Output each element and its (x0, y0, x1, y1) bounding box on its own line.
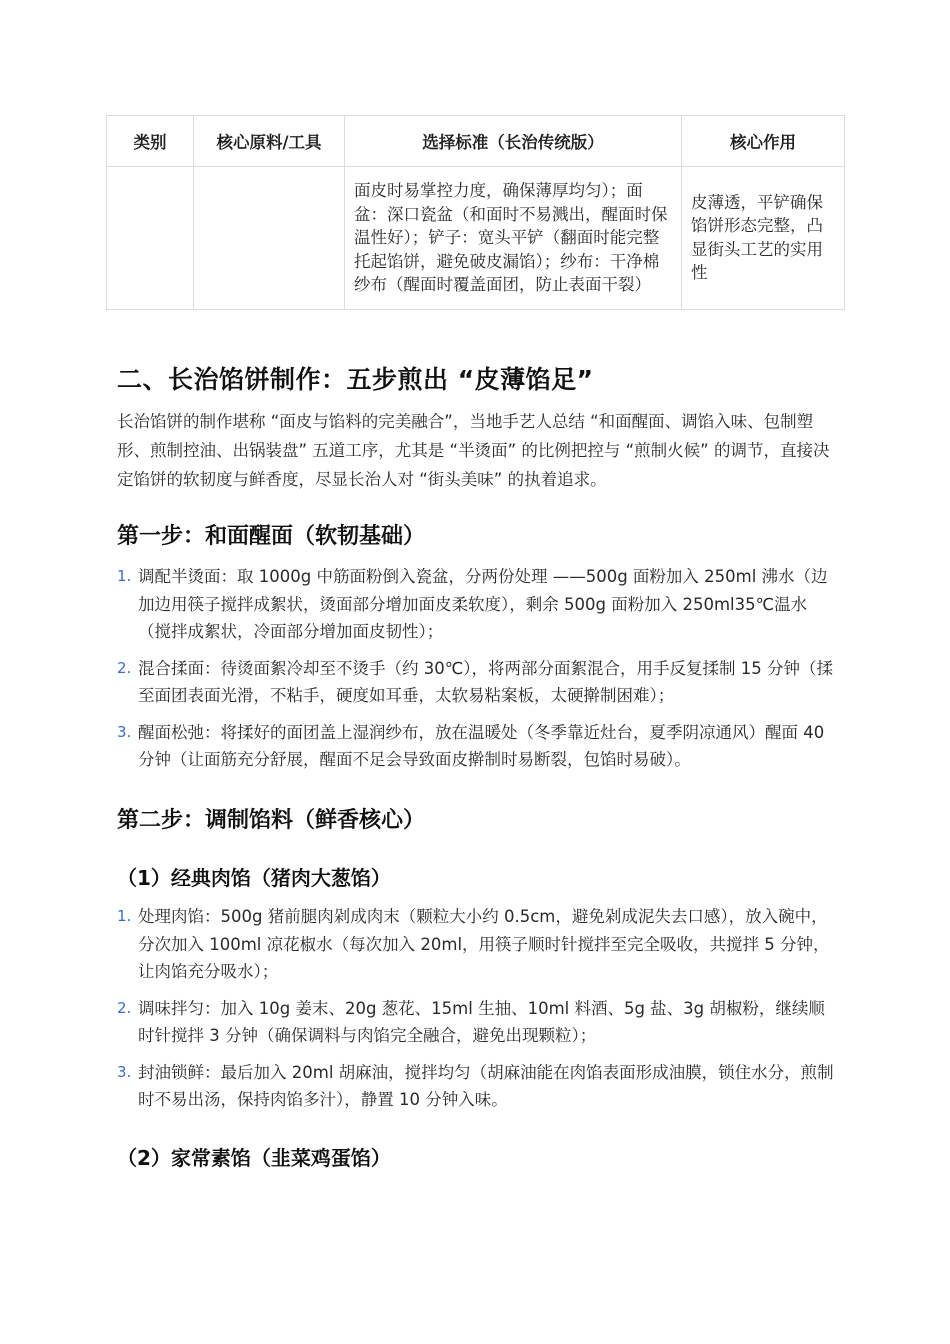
list-item (117, 1059, 839, 1114)
list-item (117, 903, 839, 986)
step1-title: 第一步：和面醒面（软韧基础） (117, 524, 426, 549)
section-title: 二、长治馅饼制作：五步煎出 “皮薄馅足” (117, 365, 594, 394)
list-item (117, 719, 839, 774)
step2-sub1-title: （1）经典肉馅（猪肉大葱馅） (117, 866, 391, 890)
materials-table (106, 115, 845, 310)
table-cell-effect: 皮薄透，平铲确保馅饼形态完整，凸显街头工艺的实用性 (682, 167, 845, 310)
list-number: 1. (117, 567, 132, 585)
step2-sub2-title: （2）家常素馅（韭菜鸡蛋馅） (117, 1146, 391, 1170)
step1-list (117, 563, 839, 783)
list-number: 2. (117, 998, 132, 1017)
list-number: 3. (117, 1062, 132, 1081)
list-item (117, 655, 839, 710)
list-item (117, 995, 839, 1050)
table-cell-category (107, 167, 194, 310)
section-intro: 长治馅饼的制作堪称 “面皮与馅料的完美融合”，当地手艺人总结 “和面醒面、调馅入味、包制塑形、煎制控油、出锅装盘” 五道工序，尤其是 “半烫面” 的比例把控与 “煎制火候” 的调节，直接决定馅饼的软韧度与鲜香度，尽显长治人对 “街头美味” 的执着追求。 (117, 412, 830, 489)
table-row (107, 167, 845, 310)
table-cell-standard: 面皮时易掌控力度，确保薄厚均匀）；面盆：深口瓷盆（和面时不易溅出，醒面时保温性好）；铲子：宽头平铲（翻面时能完整托起馅饼，避免破皮漏馅）；纱布：干净棉纱布（醒面时覆盖面团，防止表面干裂） (345, 167, 682, 310)
table-header-effect: 核心作用 (682, 116, 845, 167)
step2-title: 第二步：调制馅料（鲜香核心） (117, 808, 426, 833)
list-item (117, 563, 839, 646)
table-header-material: 核心原料/工具 (194, 116, 345, 167)
table-header-category: 类别 (107, 116, 194, 167)
table-cell-material (194, 167, 345, 310)
list-text: 醒面松弛：将揉好的面团盖上湿润纱布，放在温暖处（冬季靠近灶台，夏季阴凉通风）醒面 40 分钟（让面筋充分舒展，醒面不足会导致面皮擀制时易断裂，包馅时易破）。 (138, 722, 825, 769)
list-text: 调配半烫面：取 1000g 中筋面粉倒入瓷盆，分两份处理 ——500g 面粉加入 250ml 沸水（边加边用筷子搅拌成絮状，烫面部分增加面皮柔软度），剩余 500g 面粉加入 250ml35℃温水（搅拌成絮状，冷面部分增加面皮韧性）； (138, 567, 828, 641)
list-text: 封油锁鲜：最后加入 20ml 胡麻油，搅拌均匀（胡麻油能在肉馅表面形成油膜，锁住水分，煎制时不易出汤，保持肉馅多汁），静置 10 分钟入味。 (138, 1062, 834, 1109)
list-text: 调味拌匀：加入 10g 姜末、20g 葱花、15ml 生抽、10ml 料酒、5g 盐、3g 胡椒粉，继续顺时针搅拌 3 分钟（确保调料与肉馅完全融合，避免出现颗粒）； (138, 998, 825, 1045)
list-text: 混合揉面：待烫面絮冷却至不烫手（约 30℃），将两部分面絮混合，用手反复揉制 15 分钟（揉至面团表面光滑，不粘手，硬度如耳垂，太软易粘案板，太硬擀制困难）； (138, 658, 834, 705)
list-number: 1. (117, 907, 132, 925)
list-text: 处理肉馅：500g 猪前腿肉剁成肉末（颗粒大小约 0.5cm，避免剁成泥失去口感），放入碗中，分次加入 100ml 凉花椒水（每次加入 20ml，用筷子顺时针搅拌至完全吸收，共搅拌 5 分钟，让肉馅充分吸水）； (138, 907, 830, 981)
table-header-row (107, 116, 845, 167)
list-number: 2. (117, 658, 132, 677)
list-number: 3. (117, 722, 132, 741)
table-header-standard: 选择标准（长治传统版） (345, 116, 682, 167)
step2-sub1-list (117, 903, 839, 1123)
